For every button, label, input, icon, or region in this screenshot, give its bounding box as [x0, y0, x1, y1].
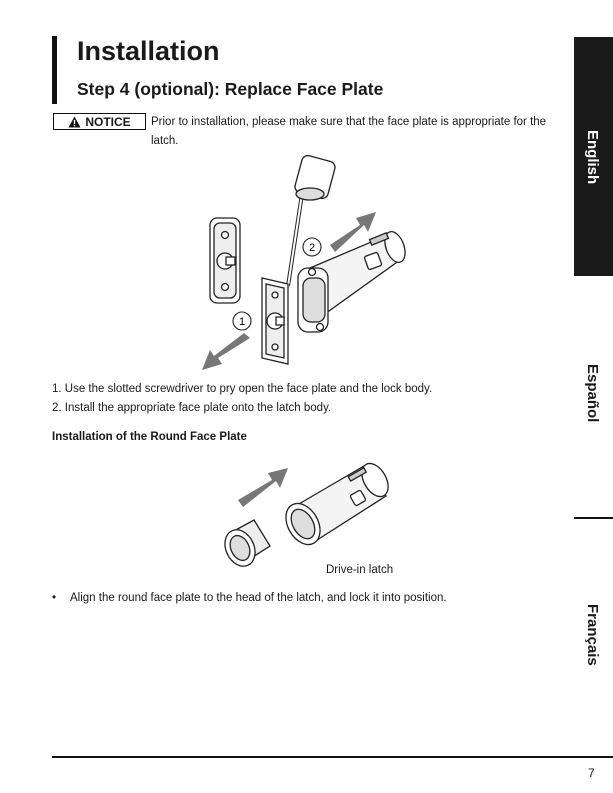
language-tab-english[interactable]: English [584, 130, 601, 185]
round-face-plate-illustration [214, 458, 394, 578]
language-tab-spanish[interactable]: Español [584, 364, 601, 423]
rear-face-plate [210, 218, 240, 303]
instruction-step-1: 1. Use the slotted screwdriver to pry open the face plate and the lock body. [52, 383, 433, 395]
callout-2: 2 [308, 242, 316, 254]
page-title: Installation [77, 36, 220, 66]
notice-text: Prior to installation, please make sure that the face plate is appropriate for the latch. [151, 116, 547, 147]
alignment-instruction [52, 592, 447, 604]
figure-caption: Drive-in latch [326, 564, 394, 576]
arrow-right-icon [238, 468, 288, 507]
front-face-plate [262, 278, 288, 364]
face-plate-removal-illustration [190, 150, 430, 375]
language-tab-french[interactable]: Français [584, 604, 601, 666]
notice-label: NOTICE [85, 114, 131, 129]
page-number: 7 [588, 766, 595, 780]
footer-divider [52, 756, 613, 758]
instruction-step-2: 2. Install the appropriate face plate onto the latch body. [52, 402, 332, 414]
warning-icon [68, 116, 81, 128]
language-tab-divider [574, 517, 613, 519]
title-accent-bar [52, 36, 57, 104]
bullet-icon: • [52, 592, 57, 604]
notice-badge [53, 113, 146, 130]
callout-1: 1 [238, 316, 246, 328]
alignment-instruction-text: Align the round face plate to the head of the latch, and lock it into position. [70, 592, 447, 604]
round-face-plate [219, 520, 270, 571]
arrow-left-icon [202, 333, 250, 370]
drive-in-latch [279, 459, 394, 551]
round-face-plate-heading: Installation of the Round Face Plate [52, 431, 247, 443]
step-subtitle: Step 4 (optional): Replace Face Plate [77, 79, 384, 99]
